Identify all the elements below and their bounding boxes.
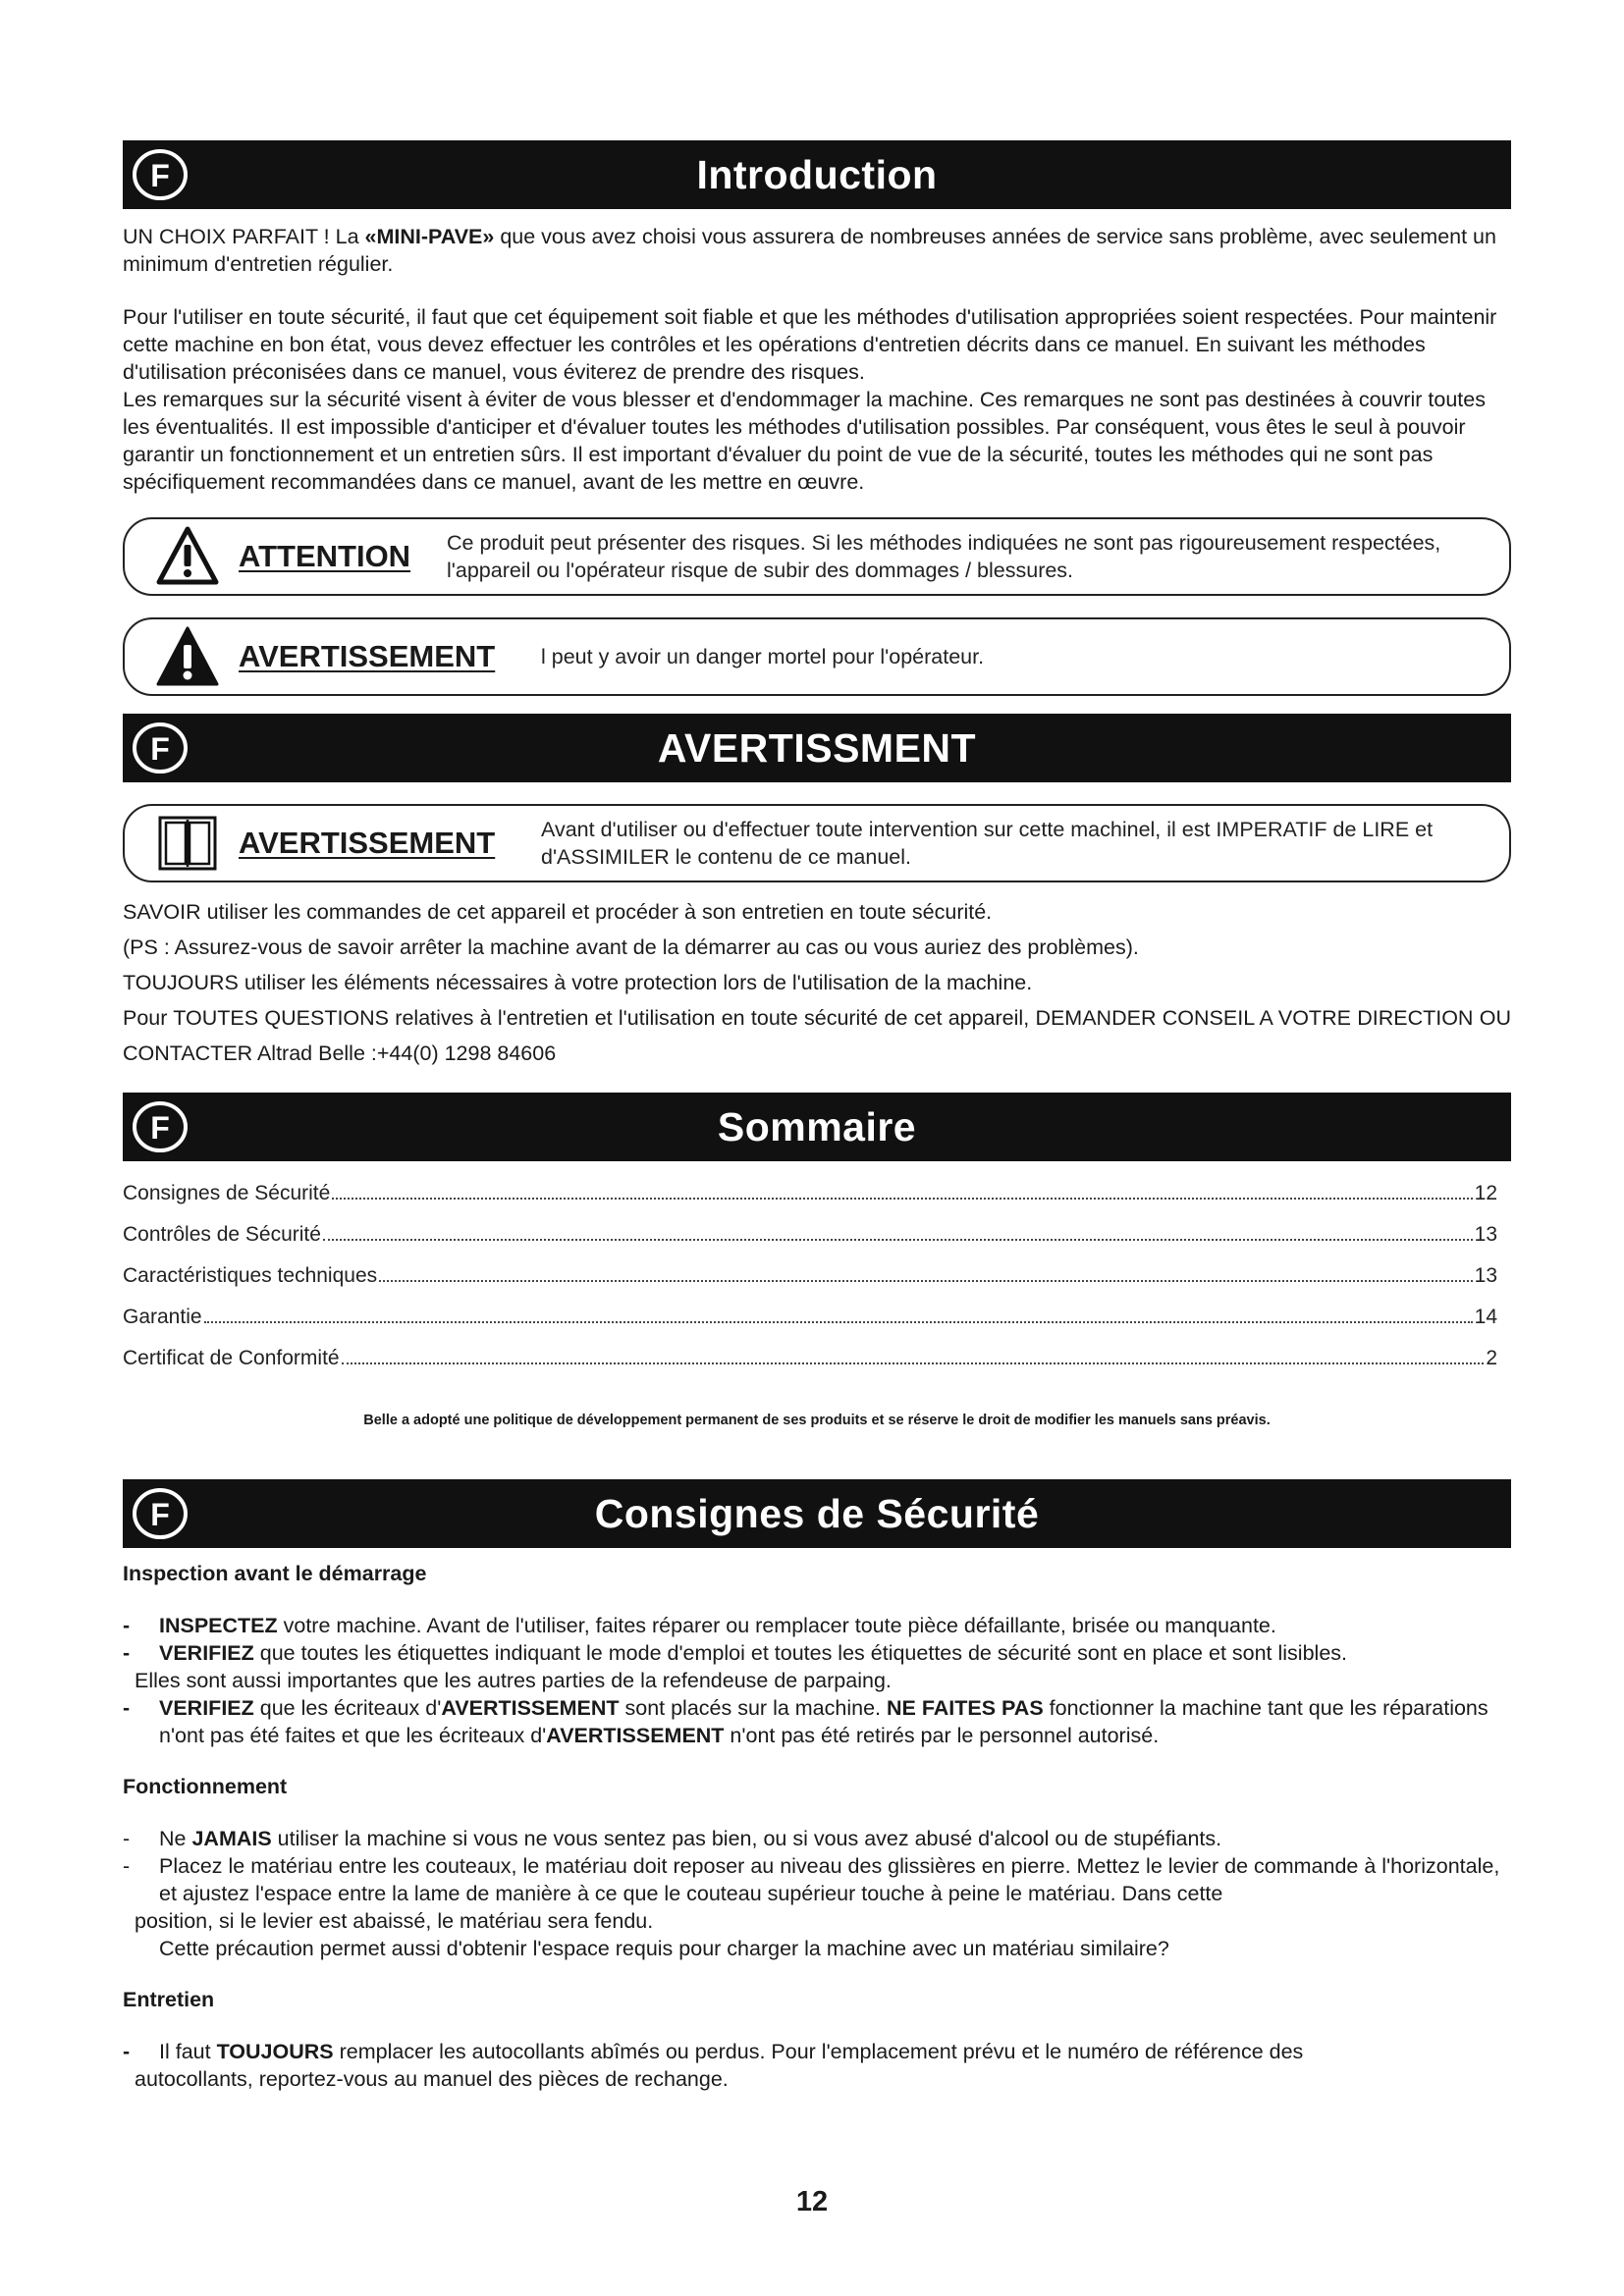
toc-item[interactable]: Caractéristiques techniques 13: [123, 1264, 1497, 1287]
section-title: Consignes de Sécurité: [594, 1490, 1040, 1536]
list-item: - Placez le matériau entre les couteaux, le matériau doit reposer au niveau des glissières en pierre. Mettez le levier de commande à l'horizontale, et ajustez l'espace entre la lame de manière à ce que le couteau supérieur touche à peine le matériau. Dans cette: [123, 1854, 1500, 1905]
french-language-icon: [131, 1098, 189, 1155]
list-item: - VERIFIEZ que toutes les étiquettes indiquant le mode d'emploi et toutes les étiquettes de sécurité sont en place et sont lisibles.: [123, 1641, 1347, 1665]
list-item-continuation: Cette précaution permet aussi d'obtenir l'espace requis pour charger la machine avec un matériau similaire?: [159, 1937, 1169, 1960]
entretien-list: [123, 2038, 1511, 2093]
list-item: - VERIFIEZ que les écriteaux d'AVERTISSEMENT sont placés sur la machine. NE FAITES PAS fonctionner la machine tant que les réparations n'ont pas été faites et que les écriteaux d'AVERTISSEMENT n'ont pas été retirés par le personnel autorisé.: [123, 1696, 1489, 1747]
warning-triangle-filled-icon: [156, 625, 219, 688]
section-banner-sommaire: [123, 1093, 1511, 1161]
heading-inspection: Inspection avant le démarrage: [123, 1562, 427, 1585]
table-of-contents: [123, 1173, 1511, 1379]
toc-item[interactable]: Certificat de Conformité 2: [123, 1347, 1497, 1369]
page-number: 12: [795, 2186, 829, 2217]
callout-text: Ce produit peut présenter des risques. Si les méthodes indiquées ne sont pas rigoureusement respectées, l'appareil ou l'opérateur risque de subir des dommages / blessures.: [447, 531, 1441, 582]
manual-book-icon: [156, 812, 219, 875]
callout-title: AVERTISSEMENT: [239, 639, 496, 673]
svg-text:F: F: [150, 158, 170, 193]
french-language-icon: [131, 1485, 189, 1542]
callout-title: AVERTISSEMENT: [239, 826, 496, 860]
section-banner-introduction: [123, 140, 1511, 209]
svg-text:F: F: [150, 1110, 170, 1146]
svg-text:F: F: [150, 731, 170, 767]
list-item-continuation: autocollants, reportez-vous au manuel des pièces de rechange.: [135, 2067, 729, 2091]
toc-item[interactable]: Consignes de Sécurité 12: [123, 1182, 1497, 1204]
svg-text:F: F: [150, 1497, 170, 1532]
warning-line: TOUJOURS utiliser les éléments nécessaires à votre protection lors de l'utilisation de la machine.: [123, 971, 1033, 994]
callout-avertissement: [123, 617, 1511, 696]
callout-attention: [123, 517, 1511, 596]
toc-item[interactable]: Contrôles de Sécurité 13: [123, 1223, 1497, 1246]
callout-title: ATTENTION: [239, 539, 411, 573]
warning-line: SAVOIR utiliser les commandes de cet appareil et procéder à son entretien en toute sécurité.: [123, 900, 993, 924]
toc-item[interactable]: Garantie 14: [123, 1306, 1497, 1328]
list-item-continuation: Elles sont aussi importantes que les autres parties de la refendeuse de parpaing.: [135, 1669, 892, 1692]
product-name: «MINI-PAVE»: [364, 225, 495, 248]
warning-lines: [123, 894, 1511, 1071]
section-title: Introduction: [696, 151, 938, 197]
section-title: AVERTISSMENT: [657, 724, 977, 771]
fonctionnement-list: [123, 1825, 1511, 1962]
list-item: - Il faut TOUJOURS remplacer les autocollants abîmés ou perdus. Pour l'emplacement prévu et le numéro de référence des: [123, 2040, 1304, 2063]
page-content: [123, 140, 1511, 2093]
policy-notice: Belle a adopté une politique de développement permanent de ses produits et se réserve le droit de modifier les manuels sans préavis.: [363, 1413, 1271, 1428]
warning-line-contact: Pour TOUTES QUESTIONS relatives à l'entretien et l'utilisation en toute sécurité de cet appareil, DEMANDER CONSEIL A VOTRE DIRECTION OU CONTACTER Altrad Belle :+44(0) 1298 84606: [123, 1006, 1511, 1065]
list-item: - Ne JAMAIS utiliser la machine si vous ne vous sentez pas bien, ou si vous avez abusé d'alcool ou de stupéfiants.: [123, 1827, 1222, 1850]
callout-text: l peut y avoir un danger mortel pour l'opérateur.: [541, 645, 985, 668]
list-item-continuation: position, si le levier est abaissé, le matériau sera fendu.: [135, 1909, 654, 1933]
callout-text: Avant d'utiliser ou d'effectuer toute intervention sur cette machinel, il est IMPERATIF de LIRE et d'ASSIMILER le contenu de ce manuel.: [541, 818, 1434, 869]
callout-avertissement-manual: [123, 804, 1511, 882]
section-title: Sommaire: [717, 1103, 917, 1149]
inspection-list: [123, 1612, 1511, 1749]
warning-line: (PS : Assurez-vous de savoir arrêter la machine avant de la démarrer au cas ou vous auriez des problèmes).: [123, 935, 1139, 959]
section-banner-consignes: [123, 1479, 1511, 1548]
french-language-icon: [131, 146, 189, 203]
heading-fonctionnement: Fonctionnement: [123, 1775, 288, 1798]
warning-triangle-outline-icon: [156, 525, 219, 588]
list-item: - INSPECTEZ votre machine. Avant de l'utiliser, faites réparer ou remplacer toute pièce défaillante, brisée ou manquante.: [123, 1614, 1276, 1637]
intro-paragraph-3: Les remarques sur la sécurité visent à éviter de vous blesser et d'endommager la machine. Ces remarques ne sont pas destinées à couvrir toutes les éventualités. Il est impossible d'anticiper et d'évaluer toutes les méthodes d'utilisation possibles. Par conséquent, vous êtes le seul à pouvoir garantir un fonctionnement et un entretien sûrs. Il est important d'évaluer du point de vue de la sécurité, toutes les méthodes qui ne sont pas spécifiquement recommandées dans ce manuel, avant de les mettre en œuvre.: [123, 388, 1486, 494]
french-language-icon: [131, 720, 189, 776]
intro-paragraph-1: UN CHOIX PARFAIT ! La «MINI-PAVE» que vous avez choisi vous assurera de nombreuses années de service sans problème, avec seulement un minimum d'entretien régulier.: [123, 225, 1496, 276]
intro-paragraph-2: Pour l'utiliser en toute sécurité, il faut que cet équipement soit fiable et que les méthodes d'utilisation appropriées soient respectées. Pour maintenir cette machine en bon état, vous devez effectuer les contrôles et les opérations d'entretien décrits dans ce manuel. En suivant les méthodes d'utilisation préconisées dans ce manuel, vous éviterez de prendre des risques.: [123, 305, 1497, 384]
heading-entretien: Entretien: [123, 1988, 215, 2011]
section-banner-avertissment: [123, 714, 1511, 782]
